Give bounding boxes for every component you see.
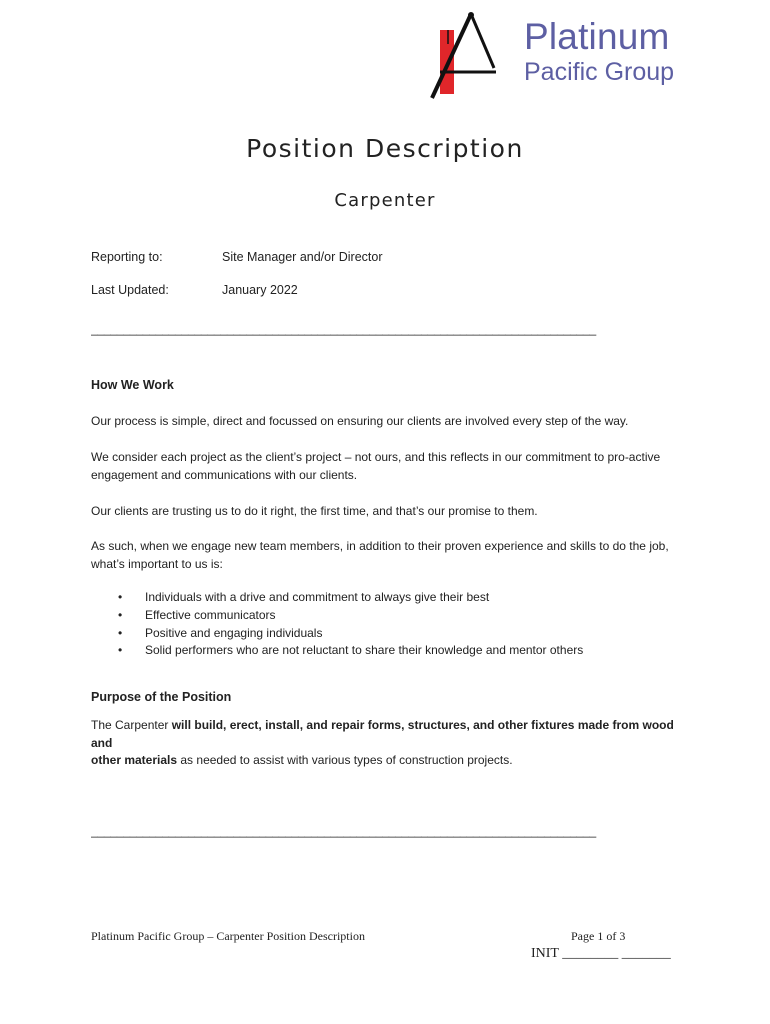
separator-line-2: ______________________________________________________________________________ [91, 824, 596, 838]
purpose-paragraph-line1 [91, 717, 686, 752]
purpose-paragraph-line2 [91, 752, 691, 770]
drafting-compass-logo-icon [418, 10, 518, 102]
list-item: • Effective communicators [118, 607, 583, 625]
purpose-bold-text: will build, erect, install, and repair forms, structures, and other fixtures made from wood and [91, 718, 674, 750]
last-updated-value: January 2022 [222, 283, 298, 297]
brand-name-line1: Platinum [524, 16, 670, 57]
purpose-rest: as needed to assist with various types of construction projects. [177, 753, 513, 767]
last-updated-label: Last Updated: [91, 283, 169, 297]
how-we-work-heading: How We Work [91, 378, 174, 392]
paragraph-engage: As such, when we engage new team members, in addition to their proven experience and skills to do the job, what’s important to us is: [91, 539, 669, 571]
reporting-to-label: Reporting to: [91, 250, 163, 264]
separator-line: ______________________________________________________________________________ [91, 322, 596, 336]
page-title: Position Description [246, 134, 524, 163]
paragraph-process: Our process is simple, direct and focussed on ensuring our clients are involved every step of the way. [91, 414, 629, 428]
purpose-heading: Purpose of the Position [91, 690, 232, 704]
purpose-bold-text-2: other materials [91, 753, 178, 767]
initials-field[interactable]: INIT ________ _______ [531, 946, 671, 961]
footer-document-name: Platinum Pacific Group – Carpenter Position Description [91, 929, 365, 943]
list-item: • Individuals with a drive and commitment to always give their best [118, 589, 583, 607]
paragraph-trust: Our clients are trusting us to do it right, the first time, and that’s our promise to them. [91, 504, 538, 518]
brand-name-line2: Pacific Group [524, 58, 675, 86]
purpose-intro: The Carpenter [91, 718, 172, 732]
reporting-to-value: Site Manager and/or Director [222, 250, 383, 264]
list-item: • Positive and engaging individuals [118, 625, 583, 643]
qualities-list [118, 589, 583, 660]
position-title: Carpenter [334, 190, 436, 211]
page-number: Page 1 of 3 [571, 929, 626, 943]
paragraph-client-project: We consider each project as the client’s project – not ours, and this reflects in our commitment to pro-active engagement and communications with our clients. [91, 450, 661, 482]
list-item: • Solid performers who are not reluctant to share their knowledge and mentor others [118, 642, 583, 660]
